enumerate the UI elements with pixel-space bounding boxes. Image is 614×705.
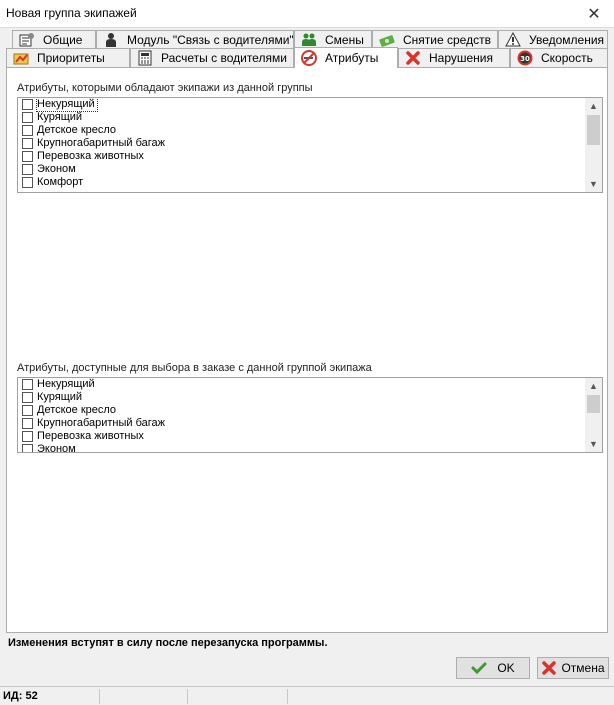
- tab-notifications[interactable]: [498, 30, 608, 49]
- no-smoking-icon: [301, 50, 317, 66]
- list-item-label: Крупногабаритный багаж: [37, 137, 165, 149]
- list-item[interactable]: [18, 163, 585, 176]
- status-bar: [0, 686, 614, 705]
- cancel-x-icon: [541, 660, 557, 676]
- tab-label: Смены: [325, 33, 364, 47]
- checkbox[interactable]: [22, 99, 33, 110]
- tab-label: Скорость: [541, 51, 593, 65]
- tab-priorities[interactable]: [6, 48, 130, 67]
- tab-attributes[interactable]: [294, 47, 398, 68]
- list-item-label: Детское кресло: [37, 404, 117, 416]
- warning-icon: [505, 32, 521, 48]
- withdrawal-icon: [379, 32, 395, 48]
- list-item[interactable]: [18, 176, 585, 189]
- cancel-button[interactable]: [537, 657, 609, 679]
- list-item-label: Детское кресло: [37, 124, 117, 136]
- checkbox[interactable]: [22, 112, 33, 123]
- checkbox[interactable]: [22, 418, 33, 429]
- tab-label: Снятие средств: [403, 33, 491, 47]
- crew-attributes-label: Атрибуты, которыми обладают экипажи из данной группы: [17, 82, 313, 94]
- checkbox[interactable]: [22, 379, 33, 390]
- speed-icon-text: 30: [520, 55, 530, 63]
- tab-strip: [6, 30, 608, 68]
- list-item-label: Некурящий: [37, 98, 95, 110]
- checkbox[interactable]: [22, 125, 33, 136]
- list-item[interactable]: [18, 150, 585, 163]
- ok-button[interactable]: [456, 657, 530, 679]
- priorities-icon: [13, 50, 29, 66]
- list-item[interactable]: [18, 98, 585, 111]
- list-item-label: Комфорт: [37, 176, 84, 188]
- checkbox[interactable]: [22, 392, 33, 403]
- violation-icon: [405, 50, 421, 66]
- attributes-panel: [6, 67, 608, 633]
- list-item[interactable]: [18, 124, 585, 137]
- crew-attributes-list[interactable]: [17, 97, 603, 193]
- tab-label: Расчеты с водителями: [161, 51, 287, 65]
- list-item-label: Крупногабаритный багаж: [37, 417, 165, 429]
- list-item-label: Некурящий: [37, 378, 95, 390]
- check-icon: [471, 660, 487, 676]
- tab-general[interactable]: [12, 30, 96, 49]
- list-item[interactable]: [18, 111, 585, 124]
- status-cell: [100, 689, 188, 704]
- list-item-label: Курящий: [37, 111, 83, 123]
- tab-violations[interactable]: [398, 48, 510, 67]
- list-item[interactable]: [18, 378, 585, 391]
- scroll-down-icon[interactable]: ▼: [589, 439, 598, 449]
- tab-label: Атрибуты: [325, 51, 379, 65]
- tab-label: Уведомления: [529, 33, 605, 47]
- tab-label: Общие: [43, 33, 83, 47]
- ok-label: OK: [497, 661, 515, 675]
- list-item-label: Перевозка животных: [37, 150, 144, 162]
- checkbox[interactable]: [22, 151, 33, 162]
- tab-label: Модуль "Связь с водителями": [127, 33, 294, 47]
- scroll-up-icon[interactable]: ▲: [589, 101, 598, 111]
- status-cell: [188, 689, 288, 704]
- checkbox[interactable]: [22, 164, 33, 175]
- tab-label: Нарушения: [429, 51, 494, 65]
- general-icon: [19, 32, 35, 48]
- shifts-icon: [301, 32, 317, 48]
- scroll-up-icon[interactable]: ▲: [589, 381, 598, 391]
- list-item[interactable]: [18, 417, 585, 430]
- cancel-label: Отмена: [561, 661, 605, 675]
- scrollbar[interactable]: [585, 378, 602, 452]
- tab-driver-calculations[interactable]: [130, 48, 294, 67]
- speed-icon: [517, 50, 533, 66]
- order-attributes-label: Атрибуты, доступные для выбора в заказе с данной группой экипажа: [17, 362, 372, 374]
- calculator-icon: [137, 50, 153, 66]
- list-item-label: Эконом: [37, 443, 76, 452]
- order-attributes-list[interactable]: [17, 377, 603, 453]
- scroll-thumb[interactable]: [587, 395, 600, 413]
- list-item[interactable]: [18, 443, 585, 452]
- checkbox[interactable]: [22, 177, 33, 188]
- window-title: Новая группа экипажей: [6, 6, 137, 20]
- tab-label: Приоритеты: [37, 51, 105, 65]
- status-id: ИД: 52: [0, 689, 100, 704]
- scroll-down-icon[interactable]: ▼: [589, 179, 598, 189]
- list-item-label: Перевозка животных: [37, 430, 144, 442]
- checkbox[interactable]: [22, 138, 33, 149]
- list-item[interactable]: [18, 430, 585, 443]
- tab-driver-module[interactable]: [96, 30, 294, 49]
- driver-module-icon: [103, 32, 119, 48]
- scrollbar[interactable]: [585, 98, 602, 192]
- list-item-label: Эконом: [37, 163, 76, 175]
- checkbox[interactable]: [22, 405, 33, 416]
- list-item[interactable]: [18, 137, 585, 150]
- close-icon[interactable]: ✕: [587, 6, 601, 23]
- restart-notice: Изменения вступят в силу после перезапуска программы.: [8, 637, 328, 649]
- title-bar: [0, 0, 614, 28]
- list-item-label: Курящий: [37, 391, 83, 403]
- scroll-thumb[interactable]: [587, 115, 600, 145]
- checkbox[interactable]: [22, 431, 33, 442]
- list-item[interactable]: [18, 391, 585, 404]
- checkbox[interactable]: [22, 444, 33, 452]
- list-item[interactable]: [18, 404, 585, 417]
- tab-speed[interactable]: [510, 48, 608, 67]
